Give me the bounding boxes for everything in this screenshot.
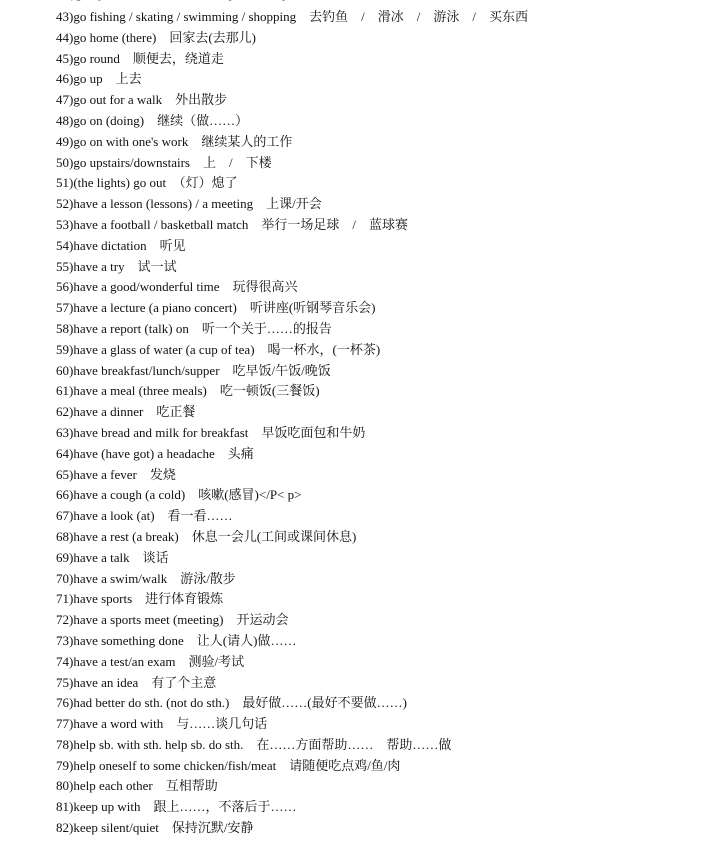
phrase-line: 50)go upstairs/downstairs 上 / 下楼 [56,154,272,170]
phrase-line: 81)keep up with 跟上……，不落后于…… [56,799,297,815]
phrase-line: 69)have a talk 谈话 [56,549,169,565]
phrase-line: 46)go up 上去 [56,71,142,87]
phrase-line: 82)keep silent/quiet 保持沉默/安静 [56,820,254,836]
phrase-line: 55)have a try 试一试 [56,258,177,274]
phrase-line: 67)have a look (at) 看一看…… [56,508,233,524]
phrase-line: 71)have sports 进行体育锻炼 [56,591,224,607]
phrase-line: 65)have a fever 发烧 [56,466,176,482]
phrase-line: 56)have a good/wonderful time 玩得很高兴 [56,279,298,295]
phrase-line: 52)have a lesson (lessons) / a meeting 上课/开会 [56,196,322,212]
phrase-line: 68)have a rest (a break) 休息一会儿(工间或课间休息) [56,528,357,544]
phrase-line: 78)help sb. with sth. help sb. do sth. 在……方面帮助…… 帮助……做 [56,736,452,752]
phrase-line: 77)have a word with 与……谈几句话 [56,716,268,732]
phrase-line: 62)have a dinner 吃正餐 [56,404,196,420]
phrase-line: 74)have a test/an exam 测验/考试 [56,653,245,669]
phrase-line: 80)help each other 互相帮助 [56,778,218,794]
phrase-line: 61)have a meal (three meals) 吃一顿饭(三餐饭) [56,383,320,399]
phrase-line: 45)go round 顺便去，绕道走 [56,50,224,66]
phrase-line: 54)have dictation 听见 [56,237,186,253]
phrase-line: 63)have bread and milk for breakfast 早饭吃面包和牛奶 [56,424,366,440]
phrase-line: 58)have a report (talk) on 听一个关于……的报告 [56,320,332,336]
phrase-line: 72)have a sports meet (meeting) 开运动会 [56,612,289,628]
phrase-line: 79)help oneself to some chicken/fish/meat 请随便吃点鸡/鱼/肉 [56,757,401,773]
phrase-line: 76)had better do sth. (not do sth.) 最好做……(最好不要做……) [56,695,407,711]
phrase-line: 66)have a cough (a cold) 咳嗽(感冒)</P< p> [56,487,302,503]
phrase-line: 75)have an idea 有了个主意 [56,674,217,690]
phrase-line: 44)go home (there) 回家去(去那儿) [56,29,257,45]
phrase-line: 43)go fishing / skating / swimming / shopping 去钓鱼 / 滑冰 / 游泳 / 买东西 [56,9,528,24]
phrase-list [56,7,711,839]
phrase-line: 49)go on with one's work 继续某人的工作 [56,133,293,149]
phrase-line: 60)have breakfast/lunch/supper 吃早饭/午饭/晚饭 [56,362,331,378]
phrase-line: 48)go on (doing) 继续（做……） [56,112,249,128]
phrase-line: 47)go out for a walk 外出散步 [56,92,228,108]
phrase-line: 73)have something done 让人(请人)做…… [56,632,297,648]
cut-off-top-line [58,0,288,2]
phrase-line: 51)(the lights) go out （灯）熄了 [56,175,238,191]
phrase-line: 70)have a swim/walk 游泳/散步 [56,570,236,586]
phrase-line: 64)have (have got) a headache 头痛 [56,445,254,461]
phrase-line: 57)have a lecture (a piano concert) 听讲座(听钢琴音乐会) [56,300,376,316]
phrase-line: 53)have a football / basketball match 举行一场足球 / 蓝球赛 [56,216,409,232]
phrase-line: 59)have a glass of water (a cup of tea) 喝一杯水，(一杯茶) [56,341,381,357]
